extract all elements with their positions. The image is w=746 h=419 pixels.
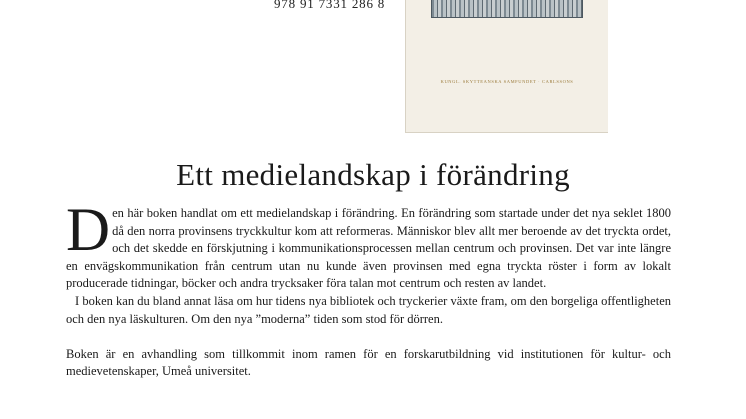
paragraph-contents: I boken kan du bland annat läsa om hur tidens nya bibliotek och tryckerier växte fram, om den borgeliga offentligheten och den nya läskulturen. Om den nya ”moderna” tiden som stod för dörren. xyxy=(66,293,671,326)
cover-illustration xyxy=(431,0,583,18)
paragraph-intro xyxy=(66,197,671,293)
paragraph-thesis-note: Boken är en avhandling som tillkommit inom ramen för en forskarutbildning vid institutionen för kultur- och medievetenskaper, Umeå universitet. xyxy=(66,346,671,379)
isbn-number: 978 91 7331 286 8 xyxy=(274,0,386,11)
paragraph-spacer xyxy=(66,328,671,346)
drop-cap: D xyxy=(66,197,111,264)
book-cover-image xyxy=(405,0,608,133)
cover-publisher-text: KUNGL. SKYTTEANSKA SAMFUNDET · CARLSSONS xyxy=(440,79,574,84)
page-title: Ett medielandskap i förändring xyxy=(176,157,570,192)
paragraph-intro-text: en här boken handlat om ett medielandskap i förändring. En förändring som startade under det nya seklet 1800 då den norra provinsens tryckkultur kom att reformeras. Människor blev allt mer beroende av det tryckta ordet, och det skedde en förskjutning i kommunikationsprocessen mellan centrum och provinsen. Det var inte längre en envägskommunikation från centrum utan nu kunde även provinsen med egna tryckta röster i form av lokalt producerade tidningar, böcker och andra trycksaker föra talan mot centrum och resten av landet. xyxy=(66,206,671,291)
article-body xyxy=(66,197,671,381)
